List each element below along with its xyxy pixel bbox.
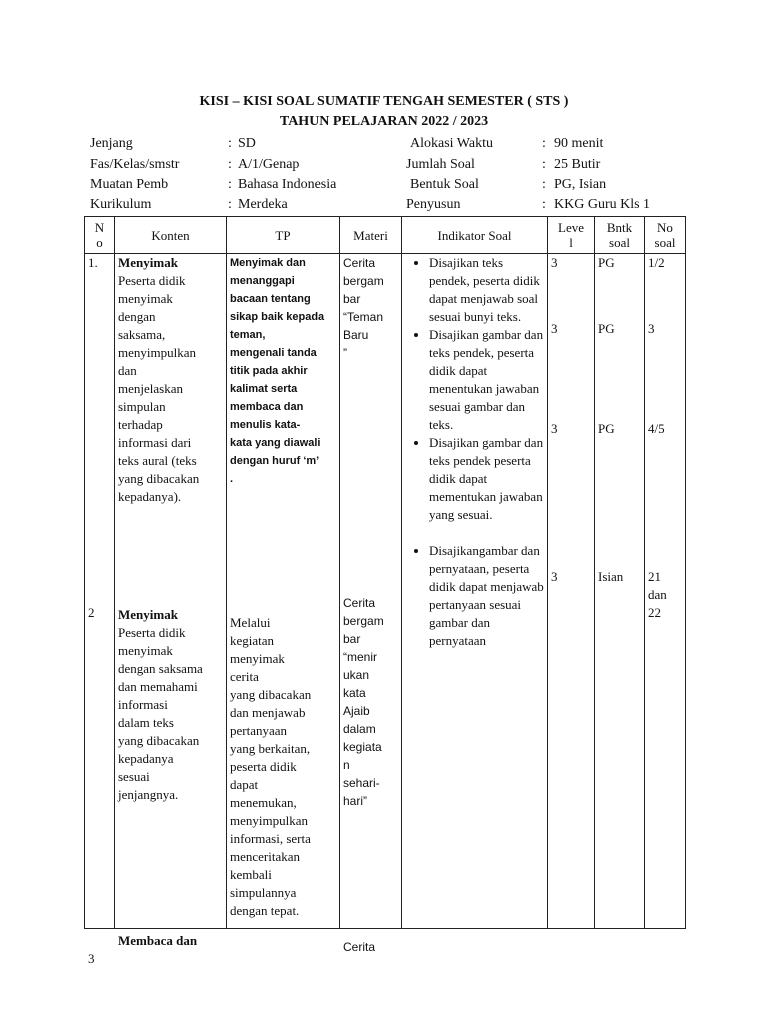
cell-no [85, 254, 115, 966]
materi-2: Cerita bergam bar “menir ukan kata Ajaib dalam kegiata n sehari- hari” [343, 596, 384, 808]
document-title: KISI – KISI SOAL SUMATIF TENGAH SEMESTER ( STS ) [199, 94, 569, 109]
document-subtitle: TAHUN PELAJARAN 2022 / 2023 [279, 114, 489, 129]
header-indikator: Indikator Soal [402, 217, 548, 254]
colon: : [542, 197, 546, 212]
indikator-item: • Disajikan gambar dan teks pendek, peserta didik dapat menentukan jawaban sesuai gambar dan teks. [429, 326, 544, 434]
konten-2-title: Menyimak [118, 607, 178, 622]
indikator-list [405, 254, 544, 650]
alokasi-label: Alokasi Waktu [410, 136, 493, 151]
level-value: 3 [551, 569, 558, 584]
penyusun-value: KKG Guru Kls 1 [554, 197, 651, 212]
nosoal-value: 3 [648, 321, 655, 336]
muatan-label: Muatan Pemb [90, 177, 169, 192]
konten-2-body: Peserta didik menyimak dengan saksama dan memahami informasi dalam teks yang dibacakan kepadanya sesuai jenjangnya. [118, 625, 203, 802]
alokasi-value: 90 menit [554, 136, 604, 151]
jenjang-value: SD [238, 136, 256, 151]
colon: : [228, 177, 232, 192]
colon: : [228, 197, 232, 212]
colon: : [542, 177, 546, 192]
fas-value: A/1/Genap [238, 157, 300, 172]
header-konten: Konten [115, 217, 227, 254]
cell-konten [115, 254, 227, 948]
header-nosoal: No soal [645, 217, 686, 254]
cell-materi [340, 254, 402, 954]
header-bentuk: Bntk soal [595, 217, 645, 254]
table-header-row [85, 217, 686, 254]
konten-1-body: Peserta didik menyimak dengan saksama, menyimpulkan dan menjelaskan simpulan terhadap informasi dari teks aural (teks yang dibacakan kepadanya). [118, 273, 200, 504]
bentuk-value: Isian [598, 569, 624, 584]
bentuk-value: PG, Isian [554, 177, 607, 192]
kurikulum-value: Merdeka [238, 197, 288, 212]
nosoal-value: 4/5 [648, 421, 665, 436]
level-value: 3 [551, 321, 558, 336]
bentuk-value: PG [598, 255, 615, 270]
bentuk-value: PG [598, 321, 615, 336]
tp-1: Menyimak dan menanggapi bacaan tentang sikap baik kepada teman, mengenali tanda titik pada akhir kalimat serta membaca dan menulis kata- kata yang diawali dengan huruf ‘m’ . [230, 257, 325, 485]
colon: : [542, 157, 546, 172]
indikator-item: • Disajikan gambar dan teks pendek peserta didik dapat mementukan jawaban yang sesuai. [429, 434, 544, 524]
indikator-item: • Disajikangambar dan pernyataan, peserta didik dapat menjawab pertanyaan sesuai gambar dan pernyataan [429, 542, 544, 650]
cell-tp [227, 254, 340, 929]
jumlah-value: 25 Butir [554, 157, 601, 172]
header-level: Leve l [548, 217, 595, 254]
cell-nosoal [645, 254, 686, 929]
level-value: 3 [551, 255, 558, 270]
nosoal-value: 1/2 [648, 255, 665, 270]
kisi-table [84, 216, 686, 966]
row-number-1: 1. [88, 255, 98, 270]
jenjang-label: Jenjang [90, 136, 133, 151]
materi-1: Cerita bergam bar “Teman Baru ” [343, 256, 384, 360]
cell-level [548, 254, 595, 929]
table-row [85, 254, 686, 929]
jumlah-label: Jumlah Soal [406, 157, 475, 172]
bentuk-value: PG [598, 421, 615, 436]
colon: : [542, 136, 546, 151]
colon: : [228, 157, 232, 172]
penyusun-label: Penyusun [406, 197, 461, 212]
header-no: N o [85, 217, 115, 254]
fas-label: Fas/Kelas/smstr [90, 157, 180, 172]
konten-3-title: Membaca dan [118, 933, 198, 948]
header-tp: TP [227, 217, 340, 254]
bentuk-label: Bentuk Soal [410, 177, 479, 192]
cell-bentuk [595, 254, 645, 929]
colon: : [228, 136, 232, 151]
konten-1-title: Menyimak [118, 255, 178, 270]
cell-indikator [402, 254, 548, 929]
header-materi: Materi [340, 217, 402, 254]
row-number-3: 3 [88, 951, 95, 966]
materi-3: Cerita [343, 940, 376, 954]
muatan-value: Bahasa Indonesia [238, 177, 337, 192]
nosoal-value: 21 dan 22 [648, 569, 667, 620]
kurikulum-label: Kurikulum [90, 197, 152, 212]
row-number-2: 2 [88, 605, 95, 620]
level-value: 3 [551, 421, 558, 436]
tp-2: Melalui kegiatan menyimak cerita yang dibacakan dan menjawab pertanyaan yang berkaitan, peserta didik dapat menemukan, menyimpulkan informasi, serta menceritakan kembali simpulannya dengan tepat. [230, 615, 312, 918]
indikator-item: • Disajikan teks pendek, peserta didik dapat menjawab soal sesuai bunyi teks. [429, 254, 544, 326]
